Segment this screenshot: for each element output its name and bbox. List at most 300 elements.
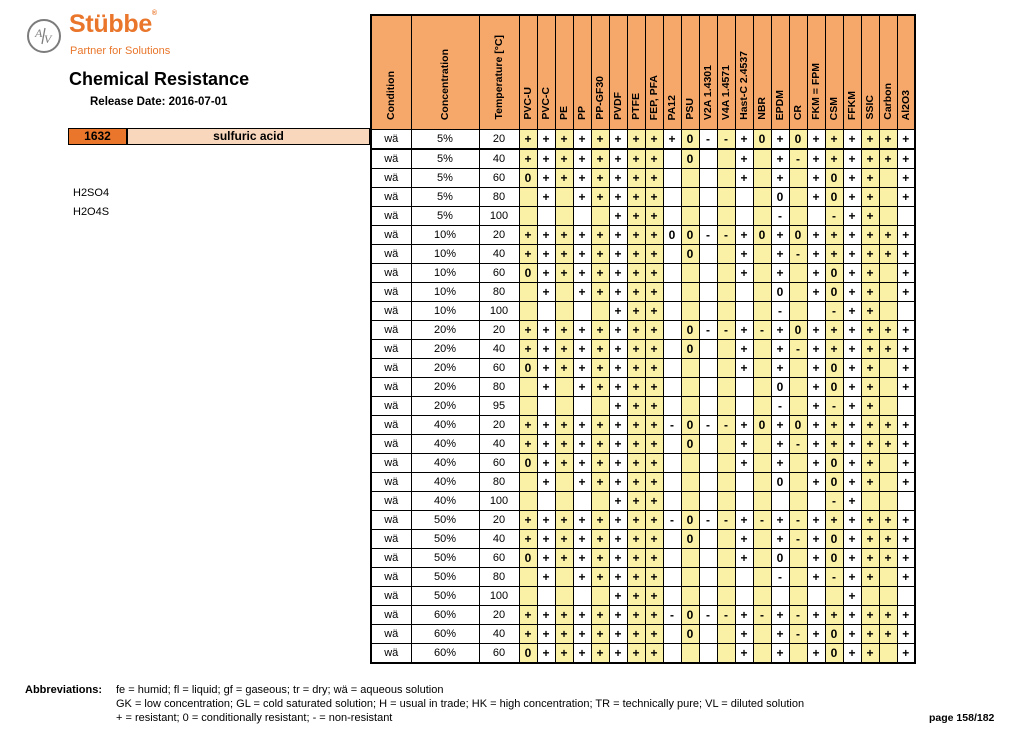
rating-cell	[699, 568, 717, 587]
rating-cell: +	[609, 302, 627, 321]
rating-cell: +	[771, 644, 789, 664]
rating-cell	[681, 587, 699, 606]
rating-cell: +	[807, 568, 825, 587]
rating-cell: +	[645, 245, 663, 264]
rating-cell	[753, 264, 771, 283]
rating-cell	[735, 568, 753, 587]
rating-cell: +	[609, 264, 627, 283]
condition-cell: 20%	[411, 397, 479, 416]
rating-cell: +	[519, 530, 537, 549]
rating-cell: -	[717, 606, 735, 625]
rating-cell: +	[843, 625, 861, 644]
rating-cell: 0	[519, 549, 537, 568]
rating-cell	[663, 625, 681, 644]
rating-cell	[717, 378, 735, 397]
rating-cell: +	[897, 130, 915, 150]
rating-cell: +	[771, 625, 789, 644]
rating-cell	[555, 587, 573, 606]
rating-cell: +	[807, 454, 825, 473]
rating-cell: +	[627, 207, 645, 226]
rating-cell	[879, 473, 897, 492]
condition-cell: 20	[479, 416, 519, 435]
column-header-label: PSU	[684, 98, 696, 120]
rating-cell: +	[573, 340, 591, 359]
condition-cell: wä	[371, 644, 411, 664]
rating-cell	[879, 378, 897, 397]
rating-cell: +	[825, 130, 843, 150]
rating-cell: +	[861, 359, 879, 378]
rating-cell	[681, 188, 699, 207]
rating-cell: 0	[681, 606, 699, 625]
rating-cell: +	[645, 397, 663, 416]
rating-cell: +	[861, 207, 879, 226]
rating-cell: -	[825, 302, 843, 321]
condition-cell: 60%	[411, 644, 479, 664]
rating-cell: +	[555, 606, 573, 625]
rating-cell	[519, 207, 537, 226]
rating-cell: -	[663, 511, 681, 530]
rating-cell: +	[897, 625, 915, 644]
condition-cell: 100	[479, 207, 519, 226]
rating-cell	[735, 397, 753, 416]
rating-cell: -	[789, 149, 807, 169]
rating-cell	[663, 568, 681, 587]
condition-cell: 60	[479, 359, 519, 378]
column-header	[825, 15, 843, 130]
rating-cell	[681, 283, 699, 302]
column-header-label: PE	[558, 105, 570, 120]
rating-cell	[699, 340, 717, 359]
rating-cell: +	[609, 378, 627, 397]
rating-cell: 0	[825, 283, 843, 302]
condition-cell: 20%	[411, 321, 479, 340]
rating-cell	[573, 207, 591, 226]
condition-cell: 5%	[411, 207, 479, 226]
condition-cell: wä	[371, 492, 411, 511]
rating-cell: +	[591, 511, 609, 530]
rating-cell	[879, 644, 897, 664]
brand-name: Stübbe®	[69, 10, 157, 38]
table-row	[371, 454, 915, 473]
rating-cell: +	[843, 245, 861, 264]
column-header-label: V4A 1.4571	[720, 64, 732, 120]
rating-cell: +	[897, 264, 915, 283]
rating-cell: +	[609, 397, 627, 416]
column-header	[861, 15, 879, 130]
rating-cell: +	[555, 625, 573, 644]
rating-cell	[735, 188, 753, 207]
rating-cell: +	[591, 416, 609, 435]
rating-cell: +	[645, 378, 663, 397]
condition-cell: 10%	[411, 245, 479, 264]
rating-cell: 0	[663, 226, 681, 245]
rating-cell: +	[519, 340, 537, 359]
rating-cell	[789, 568, 807, 587]
condition-cell: 60	[479, 264, 519, 283]
rating-cell: +	[555, 454, 573, 473]
rating-cell: -	[717, 130, 735, 150]
rating-cell: 0	[825, 378, 843, 397]
formula-2: H2O4S	[73, 206, 110, 218]
rating-cell: +	[825, 340, 843, 359]
rating-cell: +	[879, 416, 897, 435]
rating-cell	[789, 264, 807, 283]
rating-cell	[753, 549, 771, 568]
rating-cell	[699, 625, 717, 644]
rating-cell: +	[519, 416, 537, 435]
rating-cell	[807, 302, 825, 321]
rating-cell	[717, 435, 735, 454]
rating-cell	[897, 492, 915, 511]
rating-cell	[591, 492, 609, 511]
rating-cell	[717, 625, 735, 644]
rating-cell	[753, 492, 771, 511]
rating-cell: +	[573, 644, 591, 664]
rating-cell: +	[861, 435, 879, 454]
rating-cell	[699, 149, 717, 169]
rating-cell: +	[825, 149, 843, 169]
rating-cell: +	[807, 130, 825, 150]
condition-cell: 40%	[411, 435, 479, 454]
column-header-label: PVC-C	[540, 87, 552, 120]
condition-cell: 20%	[411, 378, 479, 397]
rating-cell: +	[735, 226, 753, 245]
table-row	[371, 625, 915, 644]
rating-cell	[555, 568, 573, 587]
rating-cell: +	[879, 435, 897, 454]
rating-cell	[717, 454, 735, 473]
rating-cell	[717, 568, 735, 587]
rating-cell: -	[825, 568, 843, 587]
rating-cell	[681, 492, 699, 511]
rating-cell	[555, 473, 573, 492]
condition-cell: 100	[479, 302, 519, 321]
rating-cell	[717, 473, 735, 492]
column-header	[699, 15, 717, 130]
rating-cell	[753, 149, 771, 169]
rating-cell: +	[879, 149, 897, 169]
rating-cell: +	[573, 245, 591, 264]
rating-cell	[879, 587, 897, 606]
rating-cell: +	[537, 416, 555, 435]
rating-cell: +	[591, 378, 609, 397]
condition-cell: 60	[479, 549, 519, 568]
rating-cell: 0	[825, 188, 843, 207]
rating-cell: +	[645, 587, 663, 606]
table-header-row	[371, 15, 915, 130]
rating-cell: +	[825, 606, 843, 625]
rating-cell: -	[789, 511, 807, 530]
condition-cell: 40	[479, 530, 519, 549]
rating-cell: +	[735, 149, 753, 169]
condition-cell: wä	[371, 587, 411, 606]
rating-cell	[897, 302, 915, 321]
rating-cell: 0	[681, 416, 699, 435]
rating-cell	[753, 568, 771, 587]
rating-cell	[753, 283, 771, 302]
rating-cell: +	[861, 473, 879, 492]
rating-cell: +	[735, 530, 753, 549]
rating-cell: +	[645, 207, 663, 226]
rating-cell: 0	[681, 435, 699, 454]
rating-cell: +	[609, 473, 627, 492]
condition-cell: 5%	[411, 169, 479, 188]
rating-cell: +	[591, 188, 609, 207]
rating-cell: +	[609, 321, 627, 340]
rating-cell: 0	[519, 169, 537, 188]
rating-cell	[879, 169, 897, 188]
rating-cell: +	[843, 568, 861, 587]
rating-cell	[735, 302, 753, 321]
rating-cell: +	[645, 264, 663, 283]
rating-cell: +	[735, 549, 753, 568]
rating-cell: +	[825, 435, 843, 454]
rating-cell	[879, 264, 897, 283]
rating-cell	[555, 397, 573, 416]
rating-cell: +	[645, 549, 663, 568]
table-row	[371, 378, 915, 397]
rating-cell	[555, 378, 573, 397]
rating-cell: +	[807, 340, 825, 359]
rating-cell	[861, 492, 879, 511]
rating-cell: 0	[771, 473, 789, 492]
rating-cell	[537, 492, 555, 511]
rating-cell: -	[753, 606, 771, 625]
rating-cell: +	[591, 625, 609, 644]
rating-cell: -	[771, 207, 789, 226]
rating-cell	[753, 644, 771, 664]
rating-cell: +	[879, 245, 897, 264]
rating-cell: +	[843, 606, 861, 625]
rating-cell	[591, 587, 609, 606]
rating-cell	[807, 492, 825, 511]
rating-cell: +	[807, 149, 825, 169]
rating-cell: 0	[771, 283, 789, 302]
rating-cell: +	[735, 130, 753, 150]
condition-cell: 50%	[411, 568, 479, 587]
column-header	[753, 15, 771, 130]
rating-cell	[663, 397, 681, 416]
rating-cell	[717, 587, 735, 606]
condition-cell: wä	[371, 169, 411, 188]
rating-cell	[663, 188, 681, 207]
rating-cell	[663, 454, 681, 473]
rating-cell: +	[591, 283, 609, 302]
rating-cell: +	[573, 606, 591, 625]
column-header-label: PP-GF30	[594, 76, 606, 120]
rating-cell	[879, 454, 897, 473]
rating-cell	[699, 245, 717, 264]
rating-cell: +	[735, 416, 753, 435]
condition-cell: 60	[479, 169, 519, 188]
rating-cell: 0	[825, 359, 843, 378]
condition-cell: 40%	[411, 454, 479, 473]
rating-cell: +	[645, 568, 663, 587]
rating-cell: +	[627, 644, 645, 664]
rating-cell: -	[789, 625, 807, 644]
rating-cell: +	[573, 321, 591, 340]
rating-cell: +	[843, 397, 861, 416]
rating-cell	[681, 359, 699, 378]
rating-cell: +	[555, 511, 573, 530]
condition-cell: wä	[371, 530, 411, 549]
rating-cell: +	[645, 473, 663, 492]
condition-cell: 20	[479, 226, 519, 245]
rating-cell	[807, 207, 825, 226]
table-row	[371, 606, 915, 625]
rating-cell: +	[735, 454, 753, 473]
column-header	[537, 15, 555, 130]
rating-cell	[663, 302, 681, 321]
rating-cell	[789, 454, 807, 473]
rating-cell	[789, 397, 807, 416]
condition-cell: 60	[479, 644, 519, 664]
rating-cell	[537, 587, 555, 606]
rating-cell: +	[807, 321, 825, 340]
rating-cell: +	[519, 321, 537, 340]
column-header	[573, 15, 591, 130]
rating-cell: +	[807, 245, 825, 264]
rating-cell: +	[537, 625, 555, 644]
rating-cell: +	[645, 416, 663, 435]
rating-cell: +	[555, 416, 573, 435]
rating-cell: +	[519, 625, 537, 644]
table-row	[371, 549, 915, 568]
rating-cell	[663, 169, 681, 188]
rating-cell: 0	[681, 530, 699, 549]
rating-cell: +	[861, 530, 879, 549]
rating-cell: +	[537, 435, 555, 454]
rating-cell	[519, 568, 537, 587]
rating-cell: +	[879, 606, 897, 625]
rating-cell	[771, 587, 789, 606]
rating-cell	[735, 207, 753, 226]
rating-cell	[717, 264, 735, 283]
rating-cell: +	[807, 264, 825, 283]
column-header	[843, 15, 861, 130]
table-row	[371, 435, 915, 454]
condition-cell: 40%	[411, 492, 479, 511]
rating-cell: +	[843, 340, 861, 359]
rating-cell	[699, 283, 717, 302]
rating-cell	[699, 397, 717, 416]
rating-cell: +	[771, 226, 789, 245]
table-row	[371, 130, 915, 150]
rating-cell: +	[519, 149, 537, 169]
rating-cell	[789, 169, 807, 188]
table-row	[371, 264, 915, 283]
rating-cell	[753, 245, 771, 264]
condition-cell: 40	[479, 435, 519, 454]
rating-cell: +	[825, 226, 843, 245]
rating-cell: +	[627, 130, 645, 150]
rating-cell	[699, 169, 717, 188]
rating-cell: 0	[753, 416, 771, 435]
formula-1: H2SO4	[73, 187, 110, 199]
rating-cell	[753, 587, 771, 606]
rating-cell: 0	[825, 454, 843, 473]
rating-cell: 0	[825, 644, 843, 664]
rating-cell: +	[537, 378, 555, 397]
rating-cell: +	[591, 149, 609, 169]
rating-cell: +	[771, 264, 789, 283]
rating-cell: +	[645, 435, 663, 454]
rating-cell: +	[645, 188, 663, 207]
rating-cell: +	[627, 188, 645, 207]
rating-cell: +	[807, 473, 825, 492]
column-header	[627, 15, 645, 130]
rating-cell: +	[591, 435, 609, 454]
column-header	[371, 15, 411, 130]
rating-cell: -	[663, 606, 681, 625]
condition-cell: wä	[371, 473, 411, 492]
rating-cell: +	[645, 321, 663, 340]
rating-cell: +	[897, 511, 915, 530]
table-row	[371, 587, 915, 606]
rating-cell: +	[807, 359, 825, 378]
rating-cell: -	[789, 340, 807, 359]
rating-cell: 0	[519, 359, 537, 378]
rating-cell: +	[519, 245, 537, 264]
rating-cell	[753, 302, 771, 321]
rating-cell: +	[591, 226, 609, 245]
condition-cell: 80	[479, 188, 519, 207]
rating-cell: +	[537, 149, 555, 169]
rating-cell	[699, 530, 717, 549]
condition-cell: 10%	[411, 283, 479, 302]
rating-cell: +	[879, 530, 897, 549]
condition-cell: wä	[371, 245, 411, 264]
rating-cell: 0	[771, 378, 789, 397]
rating-cell	[681, 378, 699, 397]
rating-cell	[663, 644, 681, 664]
rating-cell: 0	[681, 625, 699, 644]
rating-cell: 0	[753, 130, 771, 150]
rating-cell: +	[591, 359, 609, 378]
rating-cell: +	[735, 435, 753, 454]
rating-cell: -	[825, 207, 843, 226]
rating-cell	[537, 302, 555, 321]
condition-cell: wä	[371, 283, 411, 302]
rating-cell: +	[609, 435, 627, 454]
rating-cell: +	[573, 149, 591, 169]
condition-cell: wä	[371, 606, 411, 625]
column-header	[681, 15, 699, 130]
rating-cell: +	[555, 549, 573, 568]
rating-cell: +	[573, 169, 591, 188]
rating-cell: +	[843, 321, 861, 340]
resistance-table	[370, 14, 916, 664]
rating-cell: +	[609, 511, 627, 530]
condition-cell: 20	[479, 321, 519, 340]
rating-cell: +	[897, 530, 915, 549]
rating-cell: +	[861, 378, 879, 397]
rating-cell: +	[645, 169, 663, 188]
rating-cell: +	[897, 606, 915, 625]
rating-cell: +	[735, 644, 753, 664]
rating-cell: +	[861, 283, 879, 302]
condition-cell: wä	[371, 302, 411, 321]
column-header-label: Carbon	[882, 83, 894, 120]
column-header-label: Al2O3	[899, 89, 912, 120]
rating-cell	[663, 492, 681, 511]
rating-cell: +	[645, 359, 663, 378]
rating-cell: +	[645, 511, 663, 530]
svg-text:V: V	[44, 32, 52, 46]
rating-cell	[663, 359, 681, 378]
rating-cell: +	[627, 416, 645, 435]
rating-cell: +	[735, 340, 753, 359]
